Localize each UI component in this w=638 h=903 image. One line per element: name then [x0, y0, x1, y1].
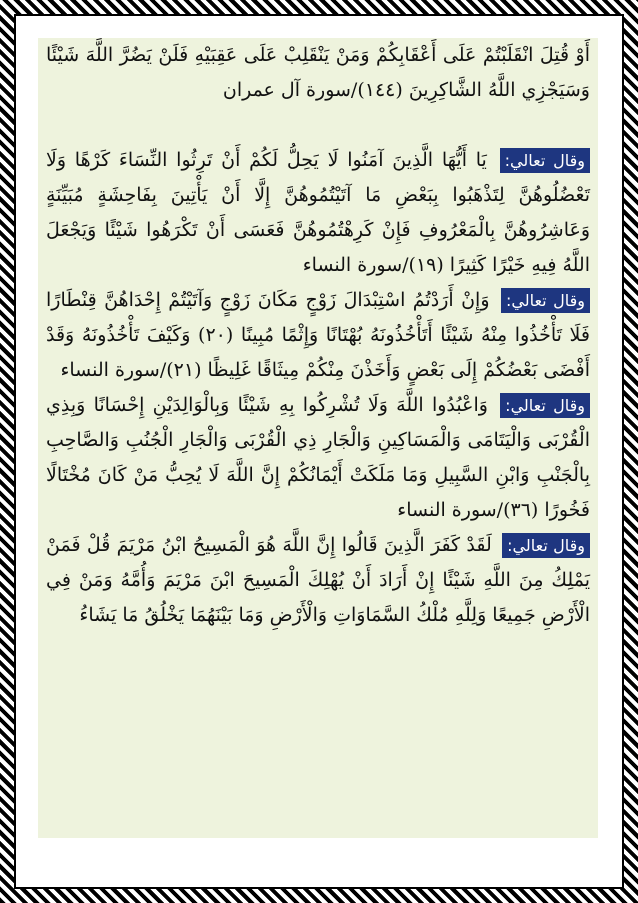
verse-block-5 [46, 528, 590, 633]
verse-text: يَا أَيُّهَا الَّذِينَ آمَنُوا لَا يَحِلُّ لَكُمْ أَنْ تَرِثُوا النِّسَاءَ كَرْهًا وَلَا تَعْضُلُوهُنَّ لِتَذْهَبُوا بِبَعْضِ مَا آتَيْتُمُوهُنَّ إِلَّا أَنْ يَأْتِينَ بِفَاحِشَةٍ مُبَيِّنَةٍ وَعَاشِرُوهُنَّ بِالْمَعْرُوفِ فَإِنْ كَرِهْتُمُوهُنَّ فَعَسَى أَنْ تَكْرَهُوا شَيْئًا وَيَجْعَلَ اللَّهُ فِيهِ خَيْرًا كَثِيرًا (١٩)/سورة النساء [46, 149, 590, 276]
verse-label: وقال تعالي: [501, 288, 590, 313]
verse-text: أَوْ قُتِلَ انْقَلَبْتُمْ عَلَى أَعْقَابِكُمْ وَمَنْ يَنْقَلِبْ عَلَى عَقِبَيْهِ فَلَنْ يَضُرَّ اللَّهَ شَيْئًا وَسَيَجْزِي اللَّهُ الشَّاكِرِينَ (١٤٤)/سورة آل عمران [46, 44, 590, 101]
verse-block-4 [46, 388, 590, 528]
verse-text: وَإِنْ أَرَدْتُمُ اسْتِبْدَالَ زَوْجٍ مَكَانَ زَوْجٍ وَآتَيْتُمْ إِحْدَاهُنَّ قِنْطَارًا فَلَا تَأْخُذُوا مِنْهُ شَيْئًا أَتَأْخُذُونَهُ بُهْتَانًا وَإِثْمًا مُبِينًا (٢٠) وَكَيْفَ تَأْخُذُونَهُ وَقَدْ أَفْضَى بَعْضُكُمْ إِلَى بَعْضٍ وَأَخَذْنَ مِنْكُمْ مِيثَاقًا غَلِيظًا (٢١)/سورة النساء [46, 289, 590, 381]
document-page [38, 38, 598, 838]
spacer [46, 108, 590, 143]
verse-label: وقال تعالي: [502, 533, 590, 558]
verse-text: وَاعْبُدُوا اللَّهَ وَلَا تُشْرِكُوا بِهِ شَيْئًا وَبِالْوَالِدَيْنِ إِحْسَانًا وَبِذِي الْقُرْبَى وَالْيَتَامَى وَالْمَسَاكِينِ وَالْجَارِ ذِي الْقُرْبَى وَالْجَارِ الْجُنُبِ وَالصَّاحِبِ بِالْجَنْبِ وَابْنِ السَّبِيلِ وَمَا مَلَكَتْ أَيْمَانُكُمْ إِنَّ اللَّهَ لَا يُحِبُّ مَنْ كَانَ مُخْتَالًا فَخُورًا (٣٦)/سورة النساء [46, 394, 590, 521]
verse-label: وقال تعالي: [500, 393, 590, 418]
verse-block-3 [46, 283, 590, 388]
verse-text: لَقَدْ كَفَرَ الَّذِينَ قَالُوا إِنَّ اللَّهَ هُوَ الْمَسِيحُ ابْنُ مَرْيَمَ قُلْ فَمَنْ يَمْلِكُ مِنَ اللَّهِ شَيْئًا إِنْ أَرَادَ أَنْ يُهْلِكَ الْمَسِيحَ ابْنَ مَرْيَمَ وَأُمَّهُ وَمَنْ فِي الْأَرْضِ جَمِيعًا وَلِلَّهِ مُلْكُ السَّمَاوَاتِ وَالْأَرْضِ وَمَا بَيْنَهُمَا يَخْلُقُ مَا يَشَاءُ [46, 534, 590, 626]
verse-block-2 [46, 143, 590, 283]
verse-label: وقال تعالي: [500, 148, 590, 173]
verse-block-1 [46, 38, 590, 108]
